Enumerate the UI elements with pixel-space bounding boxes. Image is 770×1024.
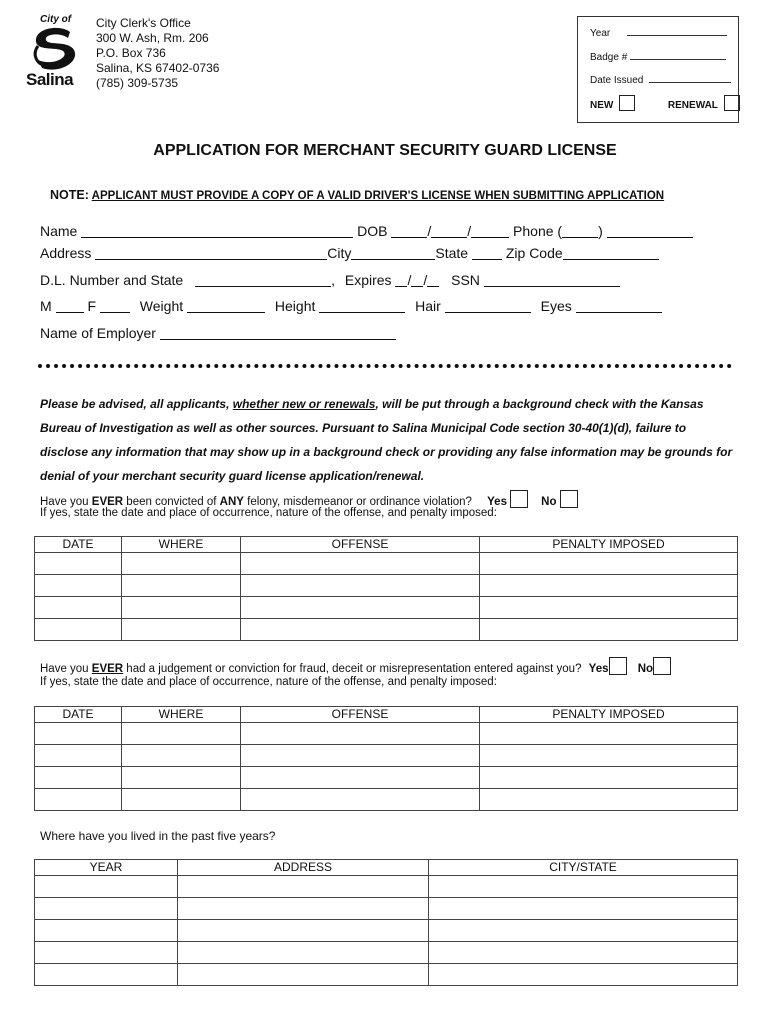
- name-dob-phone-row: [40, 223, 693, 239]
- dob-year-field[interactable]: [471, 223, 509, 238]
- table-cell[interactable]: [429, 898, 738, 920]
- col-where: WHERE: [122, 537, 241, 553]
- table-row: [35, 964, 738, 986]
- dob-day-field[interactable]: [431, 223, 467, 238]
- table-cell[interactable]: [241, 723, 480, 745]
- table-cell[interactable]: [480, 723, 738, 745]
- name-field[interactable]: [81, 223, 353, 238]
- expires-slash: /: [423, 272, 428, 288]
- dob-slash: /: [467, 223, 472, 239]
- zip-field[interactable]: [563, 245, 659, 260]
- table-cell[interactable]: [35, 597, 122, 619]
- dob-month-field[interactable]: [391, 223, 427, 238]
- advisory-text-rest: , will be put through a background check with the Kansas Bureau of Investigation as well as other sources. Pursuant to Salina Municipal Code section 30-40(1)(d), failure to disclose any information that may show up in a background check or providing any false information may be grounds for denial of your merchant security guard license application/renewal.: [40, 397, 733, 483]
- year-label: Year: [590, 28, 611, 39]
- col-where: WHERE: [122, 707, 241, 723]
- q1-yes-label: Yes: [487, 496, 507, 508]
- table-row: [35, 723, 738, 745]
- table-cell[interactable]: [178, 942, 429, 964]
- employer-label: Name of Employer: [40, 325, 156, 341]
- q1-text: Have you: [40, 496, 92, 508]
- table-cell[interactable]: [241, 789, 480, 811]
- table-row: [35, 619, 738, 641]
- dl-label: D.L. Number and State: [40, 272, 184, 288]
- dob-label: DOB: [357, 223, 388, 239]
- col-date: DATE: [35, 537, 122, 553]
- q2-no-label: No: [637, 663, 654, 675]
- q1-followup: If yes, state the date and place of occurrence, nature of the offense, and penalty imposed:: [40, 507, 497, 519]
- table-cell[interactable]: [35, 745, 122, 767]
- badge-label: Badge #: [590, 52, 628, 63]
- table-cell[interactable]: [178, 920, 429, 942]
- q1-text: been convicted of: [123, 496, 220, 508]
- table-cell[interactable]: [35, 553, 122, 575]
- table-cell[interactable]: [178, 964, 429, 986]
- table-cell[interactable]: [178, 876, 429, 898]
- table-row: [35, 920, 738, 942]
- expires-slash: /: [407, 272, 412, 288]
- date-issued-field[interactable]: [649, 72, 731, 83]
- table-cell[interactable]: [35, 964, 178, 986]
- table-header-row: [35, 860, 738, 876]
- col-year: YEAR: [35, 860, 178, 876]
- q2-yes-checkbox[interactable]: [609, 657, 627, 675]
- expires-year-field[interactable]: [427, 272, 439, 287]
- table-cell[interactable]: [241, 553, 480, 575]
- renewal-label: RENEWAL: [667, 100, 718, 111]
- table-cell[interactable]: [122, 553, 241, 575]
- eyes-label: Eyes: [540, 298, 572, 314]
- offense-table-1: [34, 536, 738, 641]
- height-field[interactable]: [319, 298, 405, 313]
- date-issued-row: [590, 72, 731, 86]
- note: [50, 188, 664, 202]
- table-cell[interactable]: [241, 745, 480, 767]
- table-cell[interactable]: [429, 964, 738, 986]
- advisory-paragraph: [40, 392, 734, 488]
- q2-ever: EVER: [91, 663, 124, 675]
- table-row: [35, 767, 738, 789]
- badge-field[interactable]: [630, 49, 726, 60]
- city-field[interactable]: [351, 245, 435, 260]
- table-header-row: [35, 707, 738, 723]
- height-label: Height: [274, 298, 316, 314]
- name-label: Name: [40, 223, 78, 239]
- ssn-field[interactable]: [484, 272, 620, 287]
- office-line: City Clerk's Office: [96, 16, 191, 30]
- year-field[interactable]: [627, 25, 727, 36]
- table-cell[interactable]: [480, 767, 738, 789]
- m-field[interactable]: [56, 298, 84, 313]
- logo-city-of-text: City of: [40, 14, 72, 25]
- residence-table: [34, 859, 738, 986]
- dl-row: D.L. Number and State , Expires / / SSN: [40, 272, 620, 288]
- table-cell[interactable]: [480, 619, 738, 641]
- table-cell[interactable]: [480, 575, 738, 597]
- residence-question: Where have you lived in the past five years?: [40, 829, 276, 843]
- state-label: State: [435, 245, 469, 261]
- col-offense: OFFENSE: [241, 707, 480, 723]
- address-field[interactable]: [95, 245, 327, 260]
- table-cell[interactable]: [35, 619, 122, 641]
- f-label: F: [87, 298, 97, 314]
- phone-close: ): [598, 223, 603, 239]
- table-cell[interactable]: [480, 745, 738, 767]
- q2-text: had a judgement or conviction for fraud, deceit or misrepresentation entered against you?: [123, 663, 582, 675]
- table-cell[interactable]: [122, 767, 241, 789]
- advisory-underlined: whether new or renewals: [232, 397, 376, 411]
- m-label: M: [40, 298, 52, 314]
- dl-field[interactable]: [195, 272, 331, 287]
- col-offense: OFFENSE: [241, 537, 480, 553]
- physical-row: [40, 298, 662, 314]
- table-cell[interactable]: [429, 876, 738, 898]
- expires-day-field[interactable]: [411, 272, 423, 287]
- table-cell[interactable]: [480, 789, 738, 811]
- office-address: [96, 16, 219, 91]
- table-cell[interactable]: [35, 789, 122, 811]
- hair-field[interactable]: [445, 298, 531, 313]
- table-cell[interactable]: [122, 745, 241, 767]
- table-cell[interactable]: [480, 597, 738, 619]
- q1-no-label: No: [541, 496, 557, 508]
- q2-yes-label: Yes: [588, 663, 609, 675]
- expires-label: Expires: [344, 272, 392, 288]
- q2-text: Have you: [40, 663, 92, 675]
- phone-number-field[interactable]: [607, 223, 693, 238]
- employer-row: [40, 325, 396, 341]
- ssn-label: SSN: [451, 272, 480, 288]
- table-cell[interactable]: [241, 619, 480, 641]
- date-issued-label: Date Issued: [590, 75, 644, 86]
- table-cell[interactable]: [122, 723, 241, 745]
- state-field[interactable]: [472, 245, 502, 260]
- phone-label: Phone (: [513, 223, 563, 239]
- table-cell[interactable]: [35, 575, 122, 597]
- office-line: Salina, KS 67402-0736: [96, 61, 220, 75]
- table-cell[interactable]: [35, 898, 178, 920]
- q2-followup: If yes, state the date and place of occurrence, nature of the offense, and penalty imposed:: [40, 676, 497, 688]
- table-row: [35, 898, 738, 920]
- question-convicted: [40, 490, 578, 508]
- col-city-state: CITY/STATE: [429, 860, 738, 876]
- form-title: APPLICATION FOR MERCHANT SECURITY GUARD LICENSE: [153, 142, 617, 159]
- q1-any: ANY: [219, 496, 244, 508]
- address-row: [40, 245, 659, 261]
- table-row: [35, 745, 738, 767]
- city-logo: [26, 14, 88, 94]
- question-fraud: [40, 657, 671, 675]
- table-cell[interactable]: [241, 575, 480, 597]
- logo-salina-text: Salina: [26, 70, 74, 89]
- city-label: City: [327, 245, 352, 261]
- table-cell[interactable]: [429, 920, 738, 942]
- q1-text: felony, misdemeanor or ordinance violation?: [243, 496, 472, 508]
- weight-label: Weight: [139, 298, 184, 314]
- year-row: [590, 25, 727, 39]
- phone-area-field[interactable]: [562, 223, 598, 238]
- table-cell[interactable]: [35, 942, 178, 964]
- new-label: NEW: [590, 100, 614, 111]
- q1-ever: EVER: [91, 496, 124, 508]
- table-row: [35, 789, 738, 811]
- new-renewal-row: [590, 95, 740, 111]
- weight-field[interactable]: [187, 298, 265, 313]
- table-cell[interactable]: [122, 619, 241, 641]
- table-cell[interactable]: [122, 789, 241, 811]
- dotted-divider: [38, 364, 732, 368]
- table-row: [35, 575, 738, 597]
- offense-table-2: [34, 706, 738, 811]
- salina-s-logo-icon: [30, 26, 80, 70]
- renewal-checkbox[interactable]: [724, 95, 740, 111]
- expires-month-field[interactable]: [395, 272, 407, 287]
- table-row: [35, 597, 738, 619]
- hair-label: Hair: [415, 298, 441, 314]
- f-field[interactable]: [100, 298, 130, 313]
- office-use-box: [577, 16, 739, 123]
- q1-yes-checkbox[interactable]: [510, 490, 528, 508]
- office-line: 300 W. Ash, Rm. 206: [96, 31, 209, 45]
- table-cell[interactable]: [429, 942, 738, 964]
- table-row: [35, 876, 738, 898]
- note-prefix: NOTE:: [50, 188, 89, 202]
- badge-row: [590, 49, 726, 63]
- table-cell[interactable]: [480, 553, 738, 575]
- note-text: APPLICANT MUST PROVIDE A COPY OF A VALID DRIVER'S LICENSE WHEN SUBMITTING APPLICATION: [91, 190, 665, 202]
- table-cell[interactable]: [122, 575, 241, 597]
- dob-slash: /: [427, 223, 432, 239]
- table-cell[interactable]: [35, 876, 178, 898]
- employer-field[interactable]: [160, 325, 396, 340]
- col-address: ADDRESS: [178, 860, 429, 876]
- new-checkbox[interactable]: [619, 95, 635, 111]
- table-row: [35, 553, 738, 575]
- q2-no-checkbox[interactable]: [653, 657, 671, 675]
- table-header-row: [35, 537, 738, 553]
- table-cell[interactable]: [241, 597, 480, 619]
- zip-label: Zip Code: [505, 245, 563, 261]
- table-row: [35, 942, 738, 964]
- table-cell[interactable]: [241, 767, 480, 789]
- address-label: Address: [40, 245, 92, 261]
- table-cell[interactable]: [178, 898, 429, 920]
- col-penalty: PENALTY IMPOSED: [480, 537, 738, 553]
- table-cell[interactable]: [122, 597, 241, 619]
- office-line: P.O. Box 736: [96, 46, 166, 60]
- table-cell[interactable]: [35, 767, 122, 789]
- table-cell[interactable]: [35, 920, 178, 942]
- q1-no-checkbox[interactable]: [560, 490, 578, 508]
- advisory-text: Please be advised, all applicants,: [40, 397, 233, 411]
- col-penalty: PENALTY IMPOSED: [480, 707, 738, 723]
- col-date: DATE: [35, 707, 122, 723]
- eyes-field[interactable]: [576, 298, 662, 313]
- table-cell[interactable]: [35, 723, 122, 745]
- office-line: (785) 309-5735: [96, 76, 179, 90]
